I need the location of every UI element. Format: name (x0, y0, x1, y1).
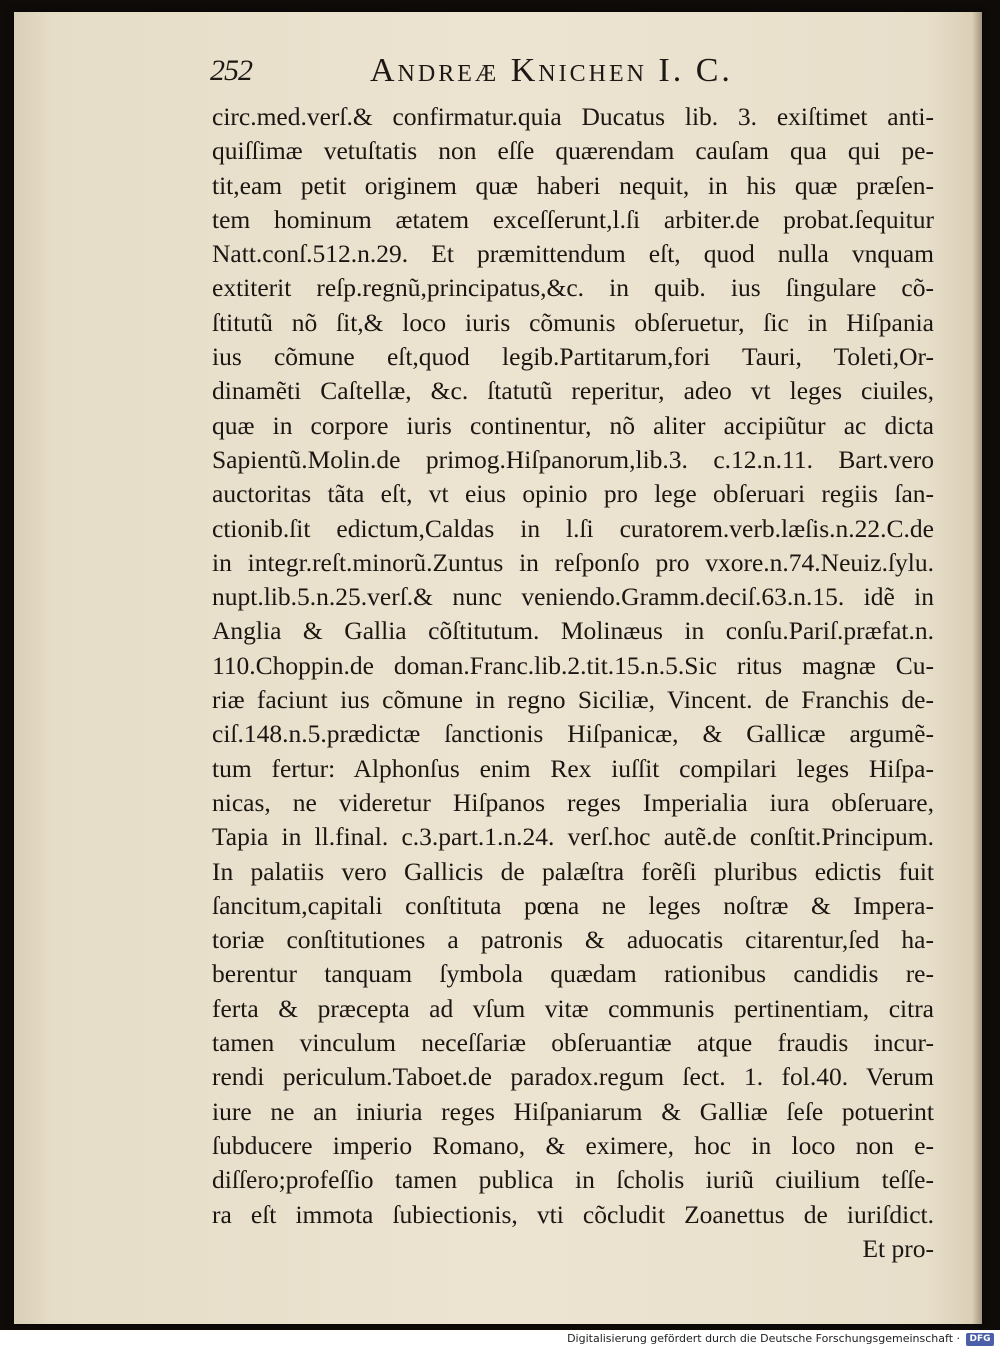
text-line: ſancitum,capitali conſtituta pœna ne leges noſtræ & Impera- (212, 890, 934, 920)
text-line: ſubducere imperio Romano, & eximere, hoc in loco non e- (212, 1130, 934, 1160)
text-line: dinamẽti Caſtellæ, &c. ſtatutũ reperitur, adeo vt leges ciuiles, (212, 376, 934, 406)
text-line: tit,eam petit originem quæ haberi nequit, in his quæ præſen- (212, 170, 934, 200)
text-line: nupt.lib.5.n.25.verſ.& nunc veniendo.Gramm.deciſ.63.n.15. idẽ in (212, 582, 934, 612)
page-edge-shadow (972, 12, 982, 1324)
catchword: Et pro- (862, 1233, 934, 1263)
text-line: 110.Choppin.de doman.Franc.lib.2.tit.15.n.5.Sic ritus magnæ Cu- (212, 650, 934, 680)
footer-bar (0, 1330, 1000, 1349)
text-line: circ.med.verſ.& confirmatur.quia Ducatus lib. 3. exiſtimet anti- (212, 102, 934, 131)
text-line: tum fertur: Alphonſus enim Rex iuſſit compilari leges Hiſpa- (212, 753, 934, 783)
text-line: Natt.conſ.512.n.29. Et præmittendum eſt, quod nulla vnquam (212, 239, 934, 269)
text-line: ciſ.148.n.5.prædictæ ſanctionis Hiſpanicæ, & Gallicæ argumẽ- (212, 719, 934, 749)
text-line: quæ in corpore iuris continentur, nõ aliter accipiũtur ac dicta (212, 410, 934, 440)
dfg-logo-icon: DFG (966, 1333, 994, 1346)
text-line: tamen vinculum neceſſariæ obſeruantiæ atque fraudis incur- (212, 1028, 934, 1058)
text-line: berentur tanquam ſymbola quædam rationibus candidis re- (212, 959, 934, 989)
funding-credit: Digitalisierung gefördert durch die Deutsche Forschungsgemeinschaft · (567, 1332, 960, 1345)
text-line: tem hominum ætatem exceſſerunt,l.ſi arbiter.de probat.ſequitur (212, 204, 934, 234)
text-line: ctionib.ſit edictum,Caldas in l.ſi curatorem.verb.læſis.n.22.C.de (212, 513, 934, 543)
page-number: 252 (210, 54, 252, 87)
text-line: extiterit reſp.regnũ,principatus,&c. in quib. ius ſingulare cõ- (212, 273, 934, 303)
text-line: In palatiis vero Gallicis de palæſtra forẽſi pluribus edictis fuit (212, 856, 934, 886)
text-line: nicas, ne videretur Hiſpanos reges Imperialia iura obſeruare, (212, 787, 934, 817)
text-line: Anglia & Gallia cõſtitutum. Molinæus in conſu.Pariſ.præfat.n. (212, 616, 934, 646)
text-line: ſtitutũ nõ ſit,& loco iuris cõmunis obſeruetur, ſic in Hiſpania (212, 307, 934, 337)
text-line: Sapientũ.Molin.de primog.Hiſpanorum,lib.3. c.12.n.11. Bart.vero (212, 444, 934, 474)
text-line: rendi periculum.Taboet.de paradox.regum ſect. 1. fol.40. Verum (212, 1062, 934, 1092)
body-text (212, 100, 934, 1266)
text-line: ferta & præcepta ad vſum vitæ communis pertinentiam, citra (212, 993, 934, 1023)
running-head: Andreæ Knichen I. C. (370, 52, 733, 89)
text-line: diſſero;profeſſio tamen publica in ſcholis iuriũ ciuilium teſſe- (212, 1165, 934, 1195)
text-line: in integr.reſt.minorũ.Zuntus in reſponſo pro vxore.n.74.Neuiz.ſylu. (212, 547, 934, 577)
text-line: toriæ conſtitutiones a patronis & aduocatis citarentur,ſed ha- (212, 925, 934, 955)
text-line: riæ faciunt ius cõmune in regno Siciliæ, Vincent. de Franchis de- (212, 685, 934, 715)
text-line: auctoritas tãta eſt, vt eius opinio pro lege obſeruari regiis ſan- (212, 479, 934, 509)
text-line: ius cõmune eſt,quod legib.Partitarum,fori Tauri, Toleti,Or- (212, 342, 934, 372)
text-line: Tapia in ll.final. c.3.part.1.n.24. verſ.hoc autẽ.de conſtit.Principum. (212, 822, 934, 852)
text-line: iure ne an iniuria reges Hiſpaniarum & Galliæ ſeſe potuerint (212, 1096, 934, 1126)
text-line: ra eſt immota ſubiectionis, vti cõcludit Zoanettus de iuriſdict. (212, 1199, 934, 1229)
page-header (210, 50, 830, 94)
text-line: quiſſimæ vetuſtatis non eſſe quærendam cauſam qua qui pe- (212, 136, 934, 166)
